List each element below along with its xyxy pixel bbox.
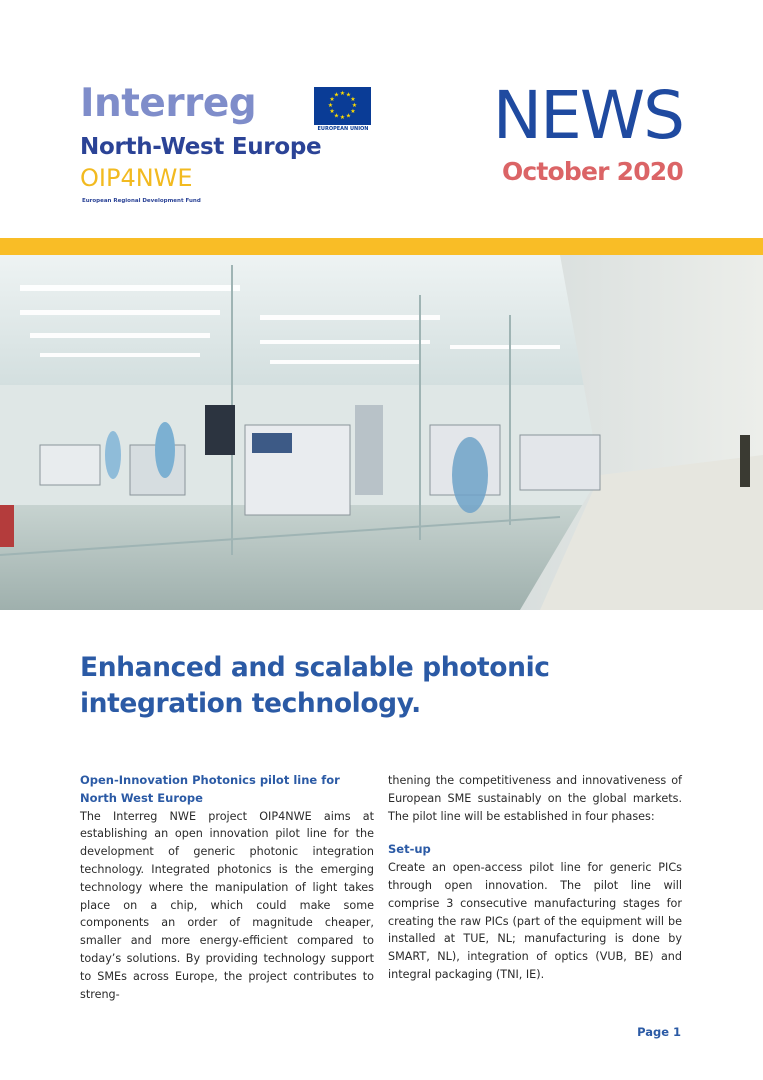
article-column-left [80, 772, 374, 1003]
svg-text:★: ★ [329, 96, 335, 103]
svg-text:★: ★ [329, 108, 335, 115]
logo-region: North-West Europe [80, 134, 322, 160]
svg-text:★: ★ [350, 96, 356, 103]
logo-fund: European Regional Development Fund [82, 198, 201, 204]
svg-text:★: ★ [345, 112, 352, 120]
cleanroom-photo [0, 255, 763, 610]
article-column-right [388, 772, 682, 984]
accent-bar [0, 238, 763, 255]
svg-text:★: ★ [345, 91, 352, 99]
svg-text:★: ★ [339, 90, 346, 97]
masthead-date: October 2020 [501, 157, 683, 186]
svg-text:★: ★ [333, 112, 340, 120]
page-header [0, 0, 763, 240]
section-body-setup: Create an open-access pilot line for generic PICs through open innovation. The pilot line will comprise 3 consecutive manufacturing stages for creating the raw PICs (part of the equipment will be installed at TUE, NL; manufacturing is done by SMART, NL), integration of optics (VUB, BE) and integral packaging (TNI, IE). [388, 861, 682, 981]
article-headline: Enhanced and scalable photonic integration technology. [80, 652, 550, 719]
svg-text:★: ★ [350, 108, 356, 115]
svg-text:★: ★ [351, 102, 358, 109]
section-body-continued: thening the competitiveness and innovativeness of European SME sustainably on the global markets. The pilot line will be established in four phases: [388, 774, 682, 823]
logo-program-name: Interreg [80, 81, 257, 126]
page-number: Page 1 [637, 1025, 681, 1039]
eu-label: EUROPEAN UNION [317, 126, 369, 132]
eu-flag-icon [314, 87, 371, 125]
interreg-logo [80, 82, 380, 222]
logo-project: OIP4NWE [80, 164, 193, 192]
svg-text:★: ★ [333, 91, 340, 99]
masthead-title: NEWS [492, 77, 683, 154]
svg-text:★: ★ [339, 114, 346, 121]
section-body: The Interreg NWE project OIP4NWE aims at establishing an open innovation pilot line for the development of generic photonic integration technology. Integrated photonics is the emerging technology where the manipulation of light takes place on a chip, which could make some components an order of magnitude cheaper, smaller and more energy-efficient compared to today’s solutions. By providing technology support to SMEs across Europe, the project contributes to streng- [80, 809, 374, 1001]
section-heading: Open-Innovation Photonics pilot line for North West Europe [80, 773, 340, 805]
section-heading-setup: Set-up [388, 842, 431, 857]
svg-text:★: ★ [327, 102, 334, 109]
